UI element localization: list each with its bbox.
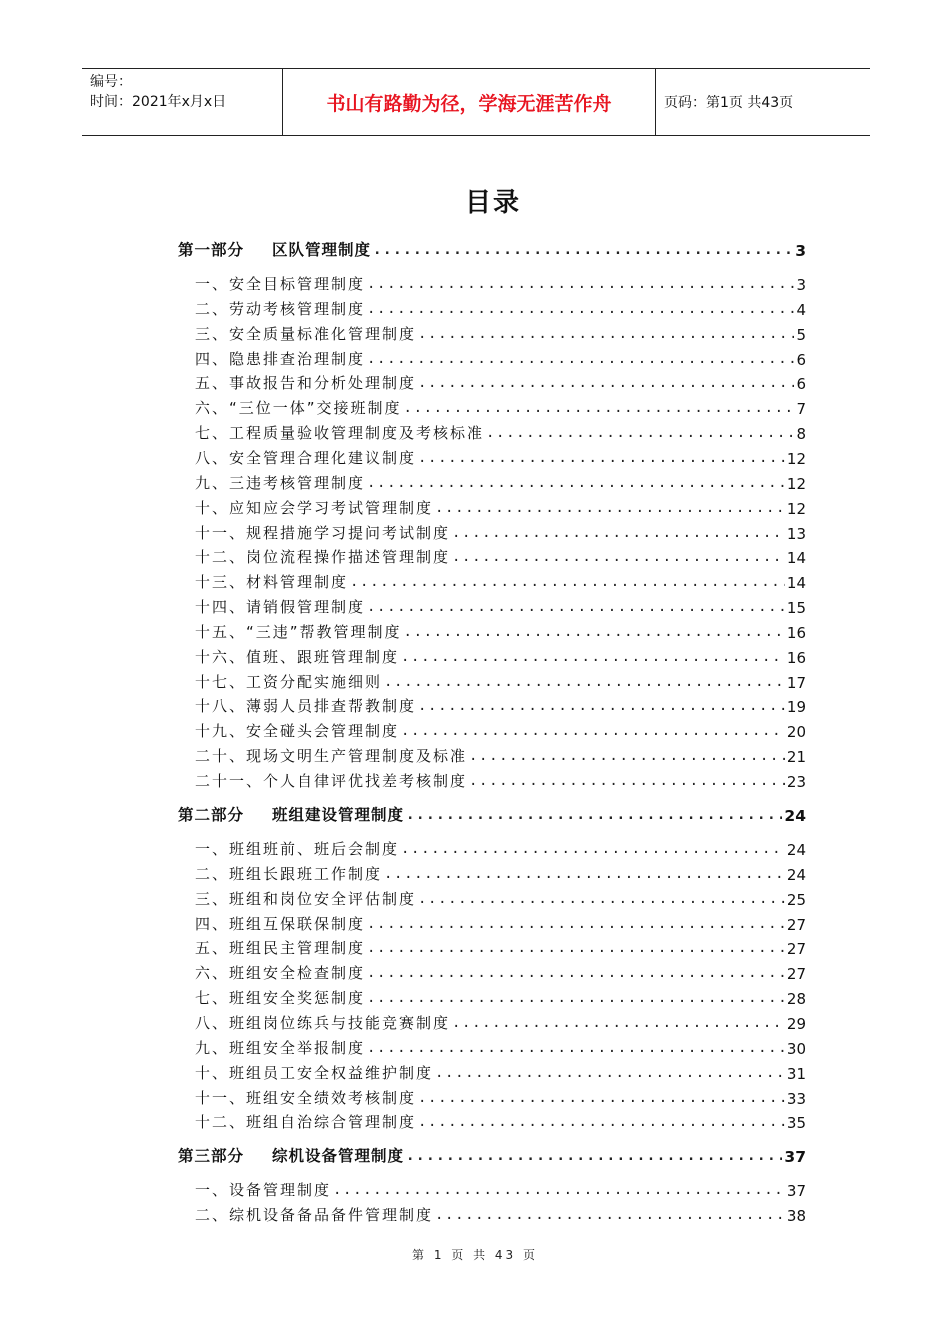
toc-entry[interactable] [195,986,806,1008]
toc-part-label: 第三部分 [178,1147,245,1166]
toc-page-number: 12 [786,499,806,518]
toc-entry-title: 二、综机设备备品备件管理制度 [195,1206,434,1225]
toc-part-label: 第二部分 [178,806,245,824]
toc-entry[interactable] [195,912,806,934]
toc-leader-dots [469,774,785,791]
toc-leader-dots [404,401,795,418]
toc-page-number: 17 [786,673,806,692]
toc-entry-title: 一、设备管理制度 [195,1181,332,1200]
toc-page-number: 5 [796,325,806,344]
toc-leader-dots [418,327,794,344]
toc-entry[interactable] [195,1110,806,1132]
toc-leader-dots [406,808,782,825]
toc-entry[interactable] [195,297,806,319]
toc-page-number: 15 [786,599,806,618]
toc-entry-title: 十五、“三违”帮教管理制度 [195,622,402,641]
toc-entry-title: 二、劳动考核管理制度 [195,299,366,318]
toc-entry[interactable] [195,1036,806,1058]
toc-part-entry[interactable] [178,1144,806,1166]
toc-page-number: 16 [786,648,806,667]
toc-entry-title: 一、安全目标管理制度 [195,275,366,293]
toc-page-number: 8 [796,425,806,444]
toc-entry[interactable] [195,1061,806,1083]
toc-entry[interactable] [195,545,806,567]
toc-entry-title: 十一、班组安全绩效考核制度 [195,1088,417,1107]
toc-leader-dots [367,917,785,934]
toc-entry-title: 三、班组和岗位安全评估制度 [195,889,417,908]
toc-entry-title: 七、班组安全奖惩制度 [195,989,366,1008]
header-page-info: 页码：第1页 共43页 [664,95,794,111]
toc-entry-title: 九、三违考核管理制度 [195,473,366,492]
toc-leader-dots [418,892,785,909]
toc-page-number: 14 [786,574,806,593]
toc-page-number: 3 [796,276,806,294]
toc-leader-dots [418,1091,785,1108]
toc-entry-title: 四、班组互保联保制度 [195,914,366,933]
toc-leader-dots [435,501,785,518]
toc-entry[interactable] [195,1203,806,1225]
toc-part-title: 综机设备管理制度 [272,1147,405,1166]
toc-entry-title: 一、班组班前、班后会制度 [195,840,400,858]
toc-page-number: 13 [786,524,806,543]
toc-leader-dots [333,1183,785,1200]
toc-leader-dots [367,277,794,294]
toc-page-number: 29 [786,1014,806,1033]
toc-page-number: 16 [786,623,806,642]
toc-leader-dots [401,724,785,741]
toc-entry[interactable] [195,496,806,518]
toc-entry-title: 七、工程质量验收管理制度及考核标准 [195,424,485,443]
toc-entry[interactable] [195,272,806,294]
toc-leader-dots [367,352,794,369]
toc-entry-title: 五、事故报告和分析处理制度 [195,374,417,393]
toc-leader-dots [384,867,785,884]
toc-page-number: 30 [786,1039,806,1058]
toc-page-number: 6 [796,350,806,369]
toc-entry-title: 十九、安全碰头会管理制度 [195,722,400,741]
toc-entry[interactable] [195,744,806,766]
toc-leader-dots [384,675,785,692]
toc-page-number: 37 [786,1182,806,1201]
toc-entry-title: 十二、班组自治综合管理制度 [195,1113,417,1132]
toc-page-number: 28 [786,990,806,1009]
toc-leader-dots [367,1041,785,1058]
toc-entry[interactable] [195,837,806,859]
toc-entry-title: 十、应知应会学习考试管理制度 [195,498,434,517]
toc-entry[interactable] [195,936,806,958]
toc-entry[interactable] [195,645,806,667]
toc-entry[interactable] [195,887,806,909]
toc-entry-title: 十、班组员工安全权益维护制度 [195,1063,434,1082]
toc-leader-dots [486,426,794,443]
toc-entry-title: 十四、请销假管理制度 [195,598,366,617]
toc-leader-dots [367,966,785,983]
toc-page-number: 25 [786,890,806,909]
toc-entry-title: 三、安全质量标准化管理制度 [195,324,417,343]
toc-entry-title: 四、隐患排查治理制度 [195,349,366,368]
toc-entry[interactable] [195,396,806,418]
toc-leader-dots [418,376,794,393]
toc-leader-dots [418,1115,785,1132]
toc-leader-dots [452,1016,785,1033]
toc-page-number: 31 [786,1064,806,1083]
toc-page-number: 24 [786,865,806,884]
toc-entry[interactable] [195,347,806,369]
toc-entry-title: 六、“三位一体”交接班制度 [195,399,402,418]
toc-entry[interactable] [195,322,806,344]
toc-leader-dots [404,625,785,642]
toc-page-number: 24 [786,841,806,859]
toc-entry-title: 二、班组长跟班工作制度 [195,864,383,883]
toc-entry-title: 十一、规程措施学习提问考试制度 [195,523,451,542]
toc-entry[interactable] [195,421,806,443]
toc-page-number: 33 [786,1089,806,1108]
toc-page-number: 3 [795,242,806,260]
toc-entry-title: 二十、现场文明生产管理制度及标准 [195,747,468,766]
toc-leader-dots [350,575,785,592]
toc-entry[interactable] [195,620,806,642]
toc-leader-dots [452,526,785,543]
toc-entry[interactable] [195,862,806,884]
toc-page-number: 4 [796,300,806,319]
toc-part-heading [178,238,371,260]
toc-entry-title: 十二、岗位流程操作描述管理制度 [195,548,451,567]
toc-entry-title: 十三、材料管理制度 [195,573,349,592]
toc-part-heading [178,1144,404,1166]
toc-entry[interactable] [195,719,806,741]
toc-leader-dots [401,650,785,667]
toc-part-label: 第一部分 [178,241,245,259]
toc-leader-dots [367,600,785,617]
toc-part-title: 区队管理制度 [272,241,372,259]
toc-entry-title: 十八、薄弱人员排查帮教制度 [195,697,417,716]
toc-leader-dots [367,941,785,958]
toc-leader-dots [373,243,793,260]
toc-page-number: 23 [786,773,806,791]
toc-entry[interactable] [195,694,806,716]
toc-entry[interactable] [195,961,806,983]
toc-entry[interactable] [195,1178,806,1200]
toc-leader-dots [401,842,785,859]
toc-page-number: 38 [786,1207,806,1226]
toc-title: 目录 [464,188,521,218]
toc-entry[interactable] [195,769,806,791]
document-time-label: 时间：2021年x月x日 [90,94,227,110]
toc-entry-title: 二十一、个人自律评优找差考核制度 [195,772,468,790]
toc-page-number: 24 [784,807,806,825]
toc-entry-title: 八、班组岗位练兵与技能竞赛制度 [195,1013,451,1032]
toc-page-number: 12 [786,474,806,493]
toc-page-number: 35 [786,1114,806,1133]
toc-leader-dots [367,476,785,493]
toc-page-number: 6 [796,375,806,394]
toc-entry-title: 十六、值班、跟班管理制度 [195,647,400,666]
toc-page-number: 20 [786,723,806,742]
toc-leader-dots [367,302,794,319]
toc-entry[interactable] [195,371,806,393]
toc-entry-title: 五、班组民主管理制度 [195,939,366,958]
toc-entry[interactable] [195,570,806,592]
toc-entry[interactable] [195,446,806,468]
toc-leader-dots [367,991,785,1008]
toc-page-number: 14 [786,549,806,568]
toc-entry[interactable] [195,1011,806,1033]
document-number-label: 编号： [90,74,132,90]
toc-leader-dots [418,699,785,716]
toc-entry-title: 六、班组安全检查制度 [195,964,366,983]
toc-leader-dots [435,1066,785,1083]
toc-entry-title: 九、班组安全举报制度 [195,1038,366,1057]
toc-page-number: 37 [784,1148,806,1167]
toc-part-title: 班组建设管理制度 [272,806,405,824]
toc-page-number: 27 [786,915,806,934]
toc-entry-title: 八、安全管理合理化建议制度 [195,448,417,467]
toc-part-entry[interactable] [178,238,806,260]
toc-page-number: 21 [786,748,806,767]
toc-leader-dots [469,749,785,766]
header-motto: 书山有路勤为径，学海无涯苦作舟 [282,69,656,135]
toc-entry[interactable] [195,595,806,617]
toc-entry[interactable] [195,521,806,543]
toc-page-number: 27 [786,940,806,959]
toc-part-heading [178,803,404,825]
toc-page-number: 27 [786,965,806,984]
toc-entry[interactable] [195,471,806,493]
toc-leader-dots [406,1149,782,1166]
toc-page-number: 7 [796,400,806,419]
toc-leader-dots [435,1208,785,1225]
toc-page-number: 19 [786,698,806,717]
toc-part-entry[interactable] [178,803,806,825]
toc-leader-dots [452,550,785,567]
toc-entry[interactable] [195,1086,806,1108]
toc-entry[interactable] [195,670,806,692]
toc-leader-dots [418,451,785,468]
toc-page-number: 12 [786,449,806,468]
page-footer: 第 1 页 共 43 页 [412,1248,538,1262]
toc-entry-title: 十七、工资分配实施细则 [195,672,383,691]
